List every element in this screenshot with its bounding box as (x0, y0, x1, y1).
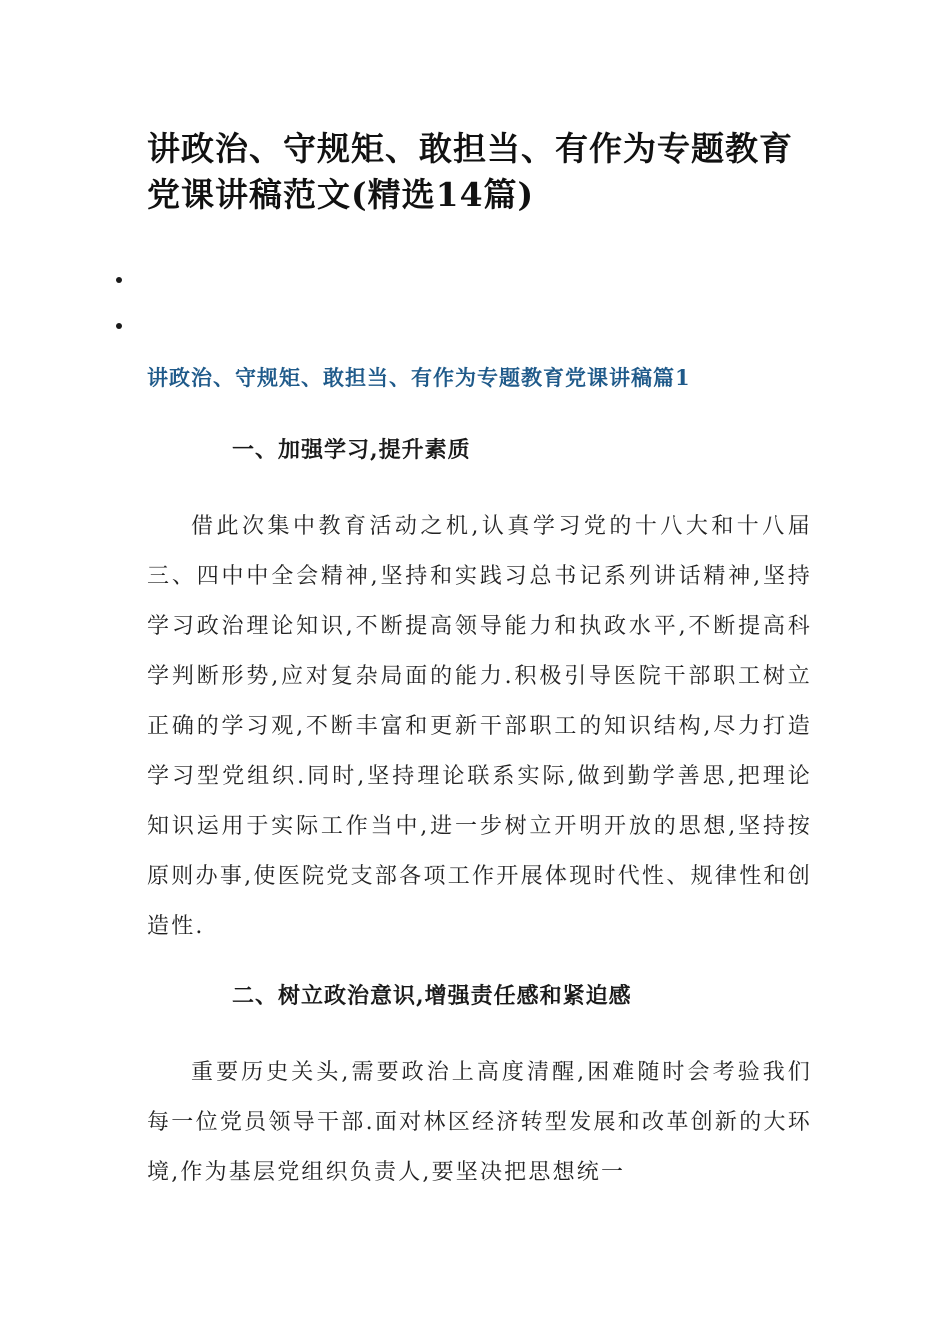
empty-list-bullet (116, 277, 122, 283)
body-paragraph-2: 重要历史关头,需要政治上高度清醒,困难随时会考验我们每一位党员领导干部.面对林区经济转型发展和改革创新的大环境,作为基层党组织负责人,要坚决把思想统一 (147, 1060, 812, 1185)
body-paragraph-1: 借此次集中教育活动之机,认真学习党的十八大和十八届三、四中中全会精神,坚持和实践习总书记系列讲话精神,坚持学习政治理论知识,不断提高领导能力和执政水平,不断提高科学判断形势,应对复杂局面的能力.积极引导医院干部职工树立正确的学习观,不断丰富和更新干部职工的知识结构,尽力打造学习型党组织.同时,坚持理论联系实际,做到勤学善思,把理论知识运用于实际工作当中,进一步树立开明开放的思想,坚持按原则办事,使医院党支部各项工作开展体现时代性、规律性和创造性. (147, 514, 812, 939)
subheading-political-awareness: 二、树立政治意识,增强责任感和紧迫感 (232, 983, 632, 1009)
subheading-learning: 一、加强学习,提升素质 (232, 437, 471, 463)
section-heading[interactable]: 讲政治、守规矩、敢担当、有作为专题教育党课讲稿篇1 (147, 365, 691, 390)
document-title: 讲政治、守规矩、敢担当、有作为专题教育党课讲稿范文(精选14篇) (147, 129, 793, 214)
empty-list-bullet (116, 323, 122, 329)
